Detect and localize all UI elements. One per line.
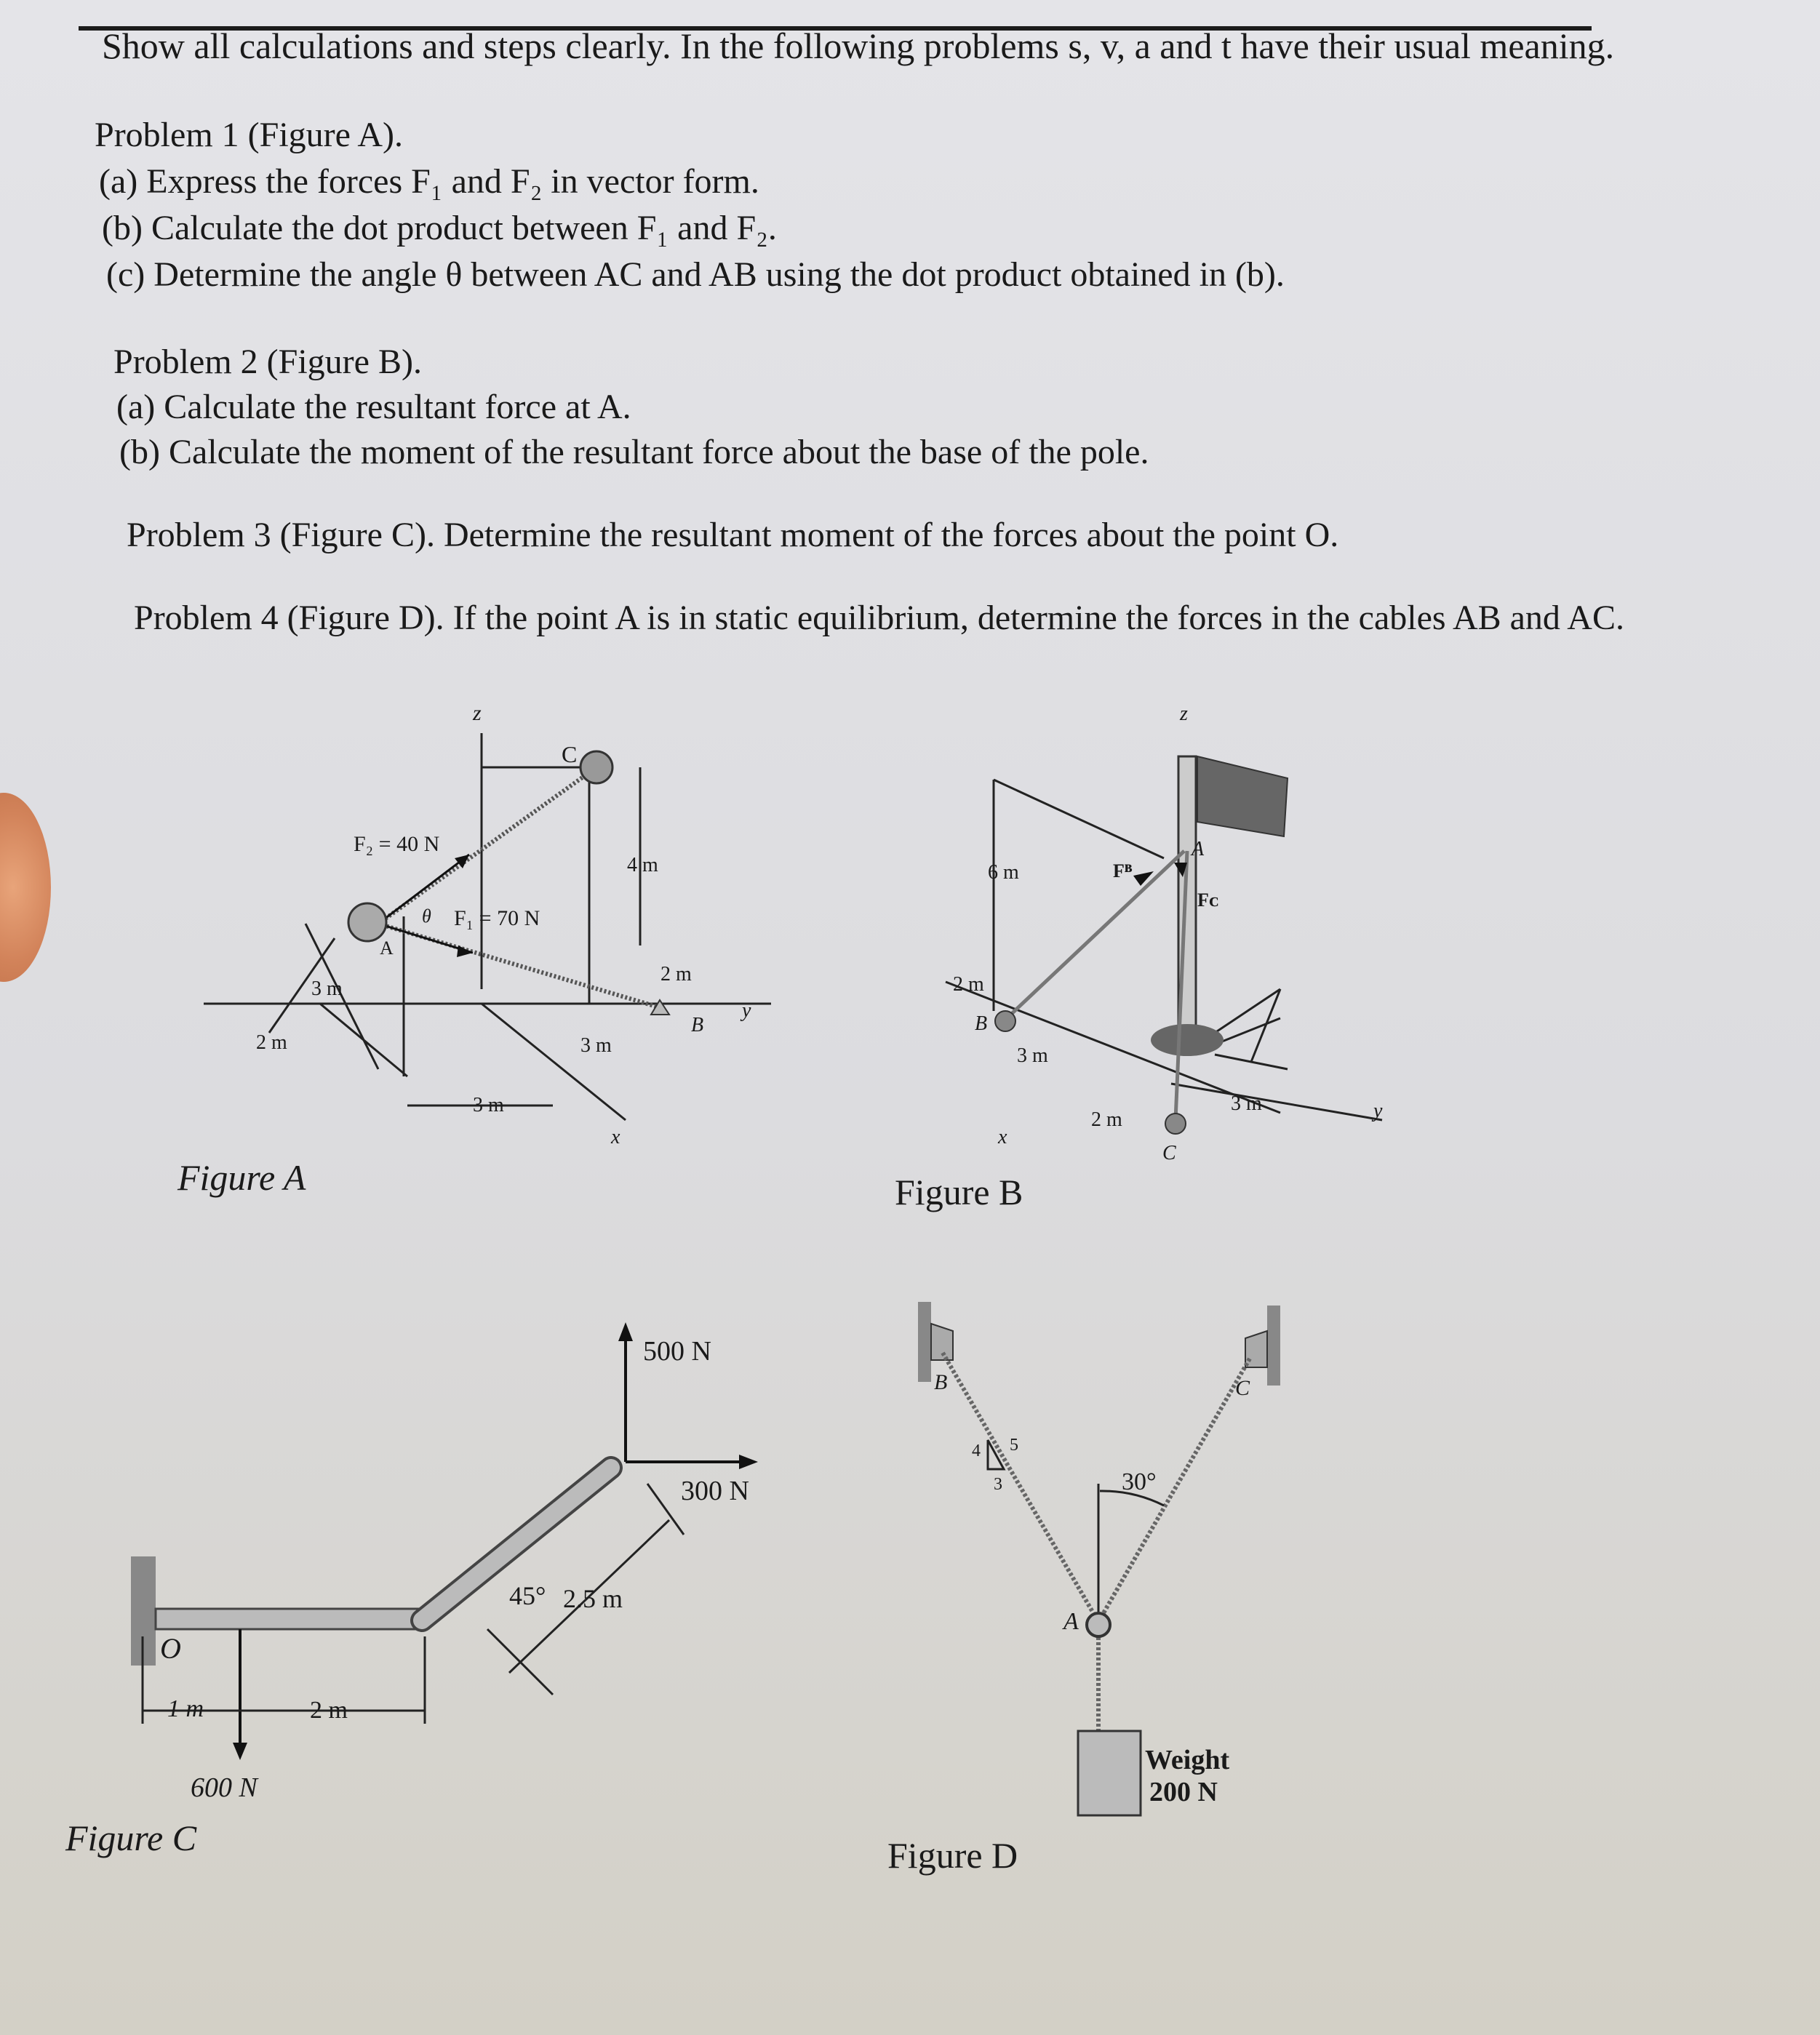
fig-b-fb-label: Fᴮ — [1113, 860, 1133, 881]
fig-b-2m-a-label: 2 m — [953, 973, 984, 996]
fig-a-z-label: z — [473, 701, 482, 725]
fig-c-25m-label: 2.5 m — [563, 1584, 623, 1613]
fig-c-o-label: O — [160, 1632, 181, 1665]
fig-b-z-label: z — [1180, 703, 1188, 725]
fig-d-a-label: A — [1063, 1608, 1079, 1635]
fig-a-b-label: B — [691, 1014, 704, 1036]
fig-a-3m-a-label: 3 m — [311, 977, 343, 1000]
fig-b-3m-a-label: 3 m — [1017, 1044, 1048, 1067]
fig-d-wall-b — [918, 1302, 931, 1382]
fig-a-y-label: y — [742, 999, 751, 1022]
fig-c-300n-label: 300 N — [681, 1476, 749, 1506]
problem-4-title: Problem 4 (Figure D). If the point A is in static equilibrium, determine the forces in the cables AB and AC. — [134, 599, 1624, 637]
fig-a-theta-label: θ — [422, 905, 431, 927]
fig-d-4-label: 4 — [972, 1442, 981, 1460]
fig-c-500n-label: 500 N — [643, 1336, 711, 1367]
fig-d-angle-label: 30° — [1122, 1468, 1157, 1495]
fig-a-f1-label: F₁ = 70 N — [454, 906, 540, 930]
fig-c-angle-label: 45° — [509, 1581, 546, 1610]
problem-2-part-b: (b) Calculate the moment of the resultant force about the base of the pole. — [119, 433, 1149, 471]
fig-d-weight-block — [1078, 1731, 1141, 1815]
fig-d-c-label: C — [1235, 1376, 1250, 1400]
fig-b-b-label: B — [975, 1012, 988, 1035]
problem-1-part-a: (a) Express the forces F₁ and F₂ in vector form. — [99, 162, 759, 201]
problem-1-title: Problem 1 (Figure A). — [95, 116, 403, 154]
figure-a-caption: Figure A — [177, 1157, 306, 1198]
fig-d-ring-a — [1087, 1613, 1110, 1636]
fig-a-3m-b-label: 3 m — [580, 1034, 612, 1057]
problem-3-title: Problem 3 (Figure C). Determine the resultant moment of the forces about the point O. — [127, 516, 1339, 554]
fig-a-x-label: x — [611, 1126, 620, 1148]
fig-a-2m-b-label: 2 m — [660, 963, 692, 985]
fig-d-weight-label: Weight — [1145, 1745, 1230, 1775]
figure-d-caption: Figure D — [887, 1835, 1018, 1876]
fig-b-6m-label: 6 m — [988, 861, 1019, 884]
fig-c-1m-label: 1 m — [167, 1695, 204, 1722]
problem-1-part-c: (c) Determine the angle θ between AC and AB using the dot product obtained in (b). — [106, 255, 1285, 294]
fig-c-600n-label: 600 N — [191, 1772, 258, 1803]
fig-a-f2-label: F₂ = 40 N — [354, 832, 440, 856]
intro-text: Show all calculations and steps clearly. In the following problems s, v, a and t have their usual meaning. — [102, 25, 1615, 66]
fig-d-b-label: B — [934, 1370, 948, 1394]
fig-b-a-label: A — [1192, 838, 1205, 860]
problem-1-part-b: (b) Calculate the dot product between F₁ and F₂. — [102, 209, 777, 247]
fig-d-cable-ab — [943, 1353, 1098, 1622]
fig-b-2m-b-label: 2 m — [1091, 1108, 1122, 1131]
fig-a-2m-a-label: 2 m — [256, 1031, 287, 1054]
fig-b-fc-label: Fᴄ — [1197, 889, 1219, 911]
fig-a-c-label: C — [562, 741, 578, 767]
fig-a-3m-c-label: 3 m — [473, 1094, 504, 1116]
fig-d-bracket-c — [1245, 1331, 1267, 1367]
fig-b-x-label: x — [998, 1126, 1007, 1148]
figure-c-caption: Figure C — [65, 1818, 197, 1858]
figure-b-caption: Figure B — [895, 1172, 1023, 1212]
fig-d-weight-value: 200 N — [1149, 1777, 1218, 1807]
problem-2-title: Problem 2 (Figure B). — [113, 343, 422, 381]
fig-a-4m-label: 4 m — [627, 854, 658, 876]
fig-b-3m-b-label: 3 m — [1231, 1092, 1262, 1115]
fig-d-wall-c — [1267, 1306, 1280, 1386]
fig-b-y-label: y — [1373, 1100, 1383, 1122]
fig-c-2m-label: 2 m — [310, 1697, 348, 1724]
fig-b-c-label: C — [1162, 1142, 1176, 1164]
fig-d-5-label: 5 — [1010, 1436, 1018, 1455]
fig-a-a-label: A — [380, 937, 394, 959]
problem-2-part-a: (a) Calculate the resultant force at A. — [116, 388, 631, 426]
fig-d-3-label: 3 — [994, 1475, 1002, 1494]
